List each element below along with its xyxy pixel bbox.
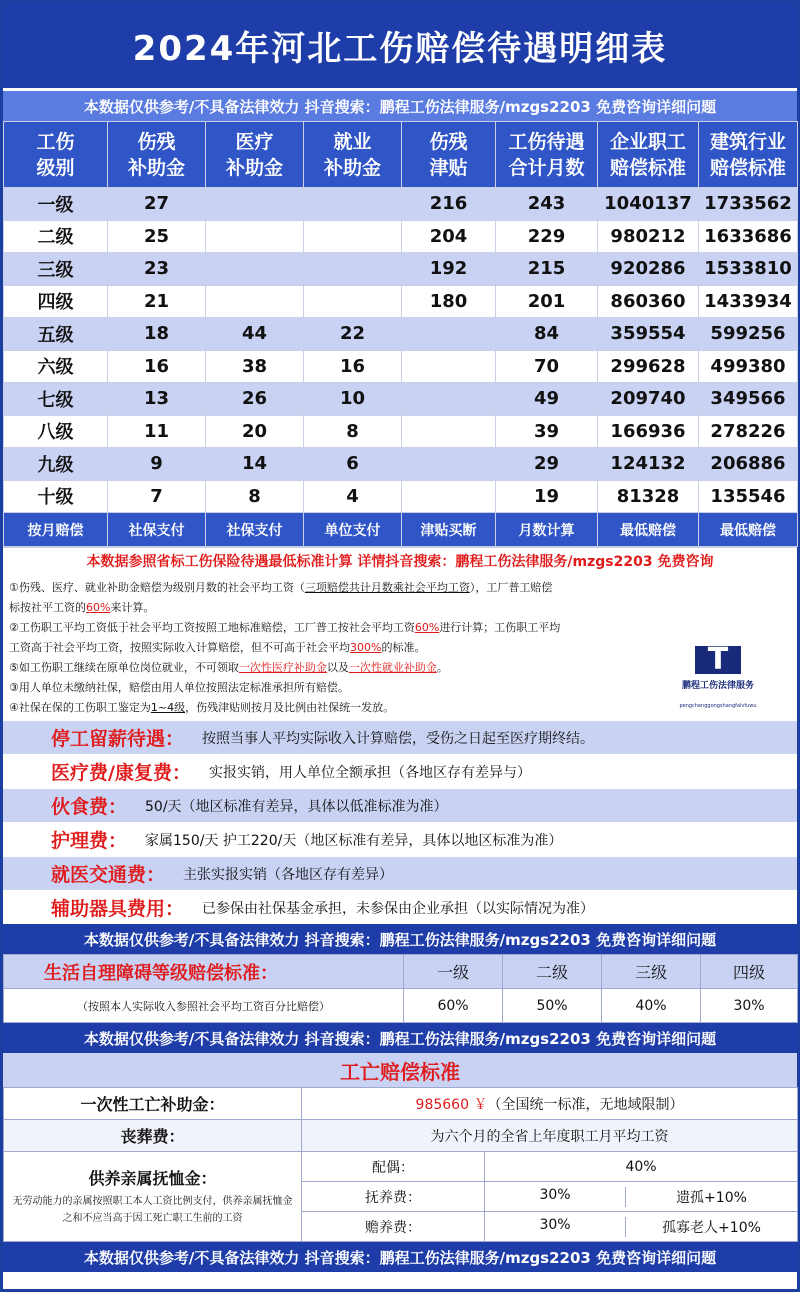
cell-employment-subsidy [304,285,402,318]
cell-total-months: 215 [496,253,598,286]
benefit-item [3,890,797,924]
table-row [4,318,798,351]
disclaimer-banner-top: 本数据仅供参考/不具备法律效力 抖音搜索：鹏程工伤法律服务/mzgs2203 免费咨询详细问题 [3,91,797,121]
benefit-items [3,720,797,924]
cell-medical-subsidy [206,220,304,253]
lump-sum-label: 一次性工亡补助金： [4,1088,302,1120]
cell-disability-allowance [402,448,496,481]
cell-enterprise-standard: 81328 [598,480,699,513]
cell-disability-subsidy: 23 [108,253,206,286]
cell-level: 三级 [4,253,108,286]
cell-medical-subsidy: 38 [206,350,304,383]
benefit-item-label: 就医交通费： [51,864,166,886]
cell-enterprise-standard: 920286 [598,253,699,286]
table-row [4,383,798,416]
self-care-title: 生活自理障碍等级赔偿标准： [4,955,404,989]
pension-label: 供养亲属抚恤金： [88,1169,217,1188]
cell-disability-allowance: 180 [402,285,496,318]
cell-total-months: 70 [496,350,598,383]
cell-total-months: 201 [496,285,598,318]
cell-enterprise-standard: 299628 [598,350,699,383]
self-care-header-row [4,955,798,989]
page-title: 2024年河北工伤赔偿待遇明细表 [3,3,797,91]
self-care-table [3,954,798,1023]
orphan-label: 遗孤+10% [625,1187,797,1207]
cell-medical-subsidy: 8 [206,480,304,513]
self-care-value-2: 50% [503,989,602,1023]
benefit-item [3,754,797,788]
cell-enterprise-standard: 1040137 [598,188,699,221]
header-enterprise-standard: 企业职工 赔偿标准 [598,122,699,188]
table-row [4,415,798,448]
cell-construction-standard: 1733562 [699,188,798,221]
notes-section [3,574,797,720]
support-value: 30% [539,1216,571,1233]
disclaimer-banner-lower: 本数据仅供参考/不具备法律效力 抖音搜索：鹏程工伤法律服务/mzgs2203 免费咨询详细问题 [3,1023,797,1053]
table-row [4,480,798,513]
cell-level: 十级 [4,480,108,513]
raise-value: 30% [539,1186,571,1203]
header-disability-subsidy: 伤残 补助金 [108,122,206,188]
cell-total-months: 29 [496,448,598,481]
support-label: 赡养费： [302,1212,485,1242]
self-care-level-3: 三级 [602,955,701,989]
self-care-level-2: 二级 [503,955,602,989]
cell-level: 六级 [4,350,108,383]
cell-disability-allowance [402,350,496,383]
benefit-item-text: 家属150/天 护工220/天（地区标准有差异，具体以地区标准为准） [145,832,563,849]
death-compensation-title: 工亡赔偿标准 [3,1053,797,1087]
cell-level: 二级 [4,220,108,253]
benefit-item [3,720,797,754]
footer-employment-subsidy: 单位支付 [304,513,402,547]
cell-enterprise-standard: 166936 [598,415,699,448]
benefit-item [3,822,797,856]
support-cell [485,1212,798,1242]
cell-medical-subsidy: 20 [206,415,304,448]
lump-sum-cell [302,1088,798,1120]
raise-cell [485,1182,798,1212]
header-level: 工伤 级别 [4,122,108,188]
footer-disability-allowance: 津贴买断 [402,513,496,547]
cell-medical-subsidy [206,188,304,221]
header-medical-subsidy: 医疗 补助金 [206,122,304,188]
funeral-label: 丧葬费： [4,1120,302,1152]
cell-disability-subsidy: 11 [108,415,206,448]
funeral-row [4,1120,798,1152]
cell-medical-subsidy [206,285,304,318]
benefit-item-label: 辅助器具费用： [51,898,185,920]
cell-disability-subsidy: 16 [108,350,206,383]
benefit-item-text: 已参保由社保基金承担，未参保由企业承担（以实际情况为准） [202,900,595,917]
note-2-cont: 工资高于社会平均工资，按照实际收入计算赔偿，但不可高于社会平均300%的标准。 [9,641,426,654]
cell-level: 九级 [4,448,108,481]
header-construction-standard: 建筑行业 赔偿标准 [699,122,798,188]
cell-disability-allowance [402,480,496,513]
death-compensation-table [3,1087,798,1242]
disclaimer-banner-mid: 本数据仅供参考/不具备法律效力 抖音搜索：鹏程工伤法律服务/mzgs2203 免费咨询详细问题 [3,924,797,954]
table-header-row [4,122,798,188]
cell-enterprise-standard: 124132 [598,448,699,481]
benefit-item-text: 按照当事人平均实际收入计算赔偿，受伤之日起至医疗期终结。 [202,730,595,747]
cell-disability-subsidy: 9 [108,448,206,481]
cell-enterprise-standard: 980212 [598,220,699,253]
cell-disability-subsidy: 27 [108,188,206,221]
cell-employment-subsidy: 8 [304,415,402,448]
logo-mark-icon: T [695,646,741,674]
table-row [4,350,798,383]
cell-employment-subsidy [304,220,402,253]
elder-label: 孤寡老人+10% [625,1217,797,1237]
cell-enterprise-standard: 860360 [598,285,699,318]
cell-total-months: 84 [496,318,598,351]
cell-enterprise-standard: 209740 [598,383,699,416]
cell-medical-subsidy: 26 [206,383,304,416]
funeral-value: 为六个月的全省上年度职工月平均工资 [302,1120,798,1152]
cell-employment-subsidy: 4 [304,480,402,513]
table-row [4,285,798,318]
table-row [4,220,798,253]
cell-disability-subsidy: 7 [108,480,206,513]
table-footer-row [4,513,798,547]
footer-enterprise-standard: 最低赔偿 [598,513,699,547]
benefit-item-text: 实报实销，用人单位全额承担（各地区存有差异与） [208,764,531,781]
cell-employment-subsidy: 10 [304,383,402,416]
cell-disability-subsidy: 25 [108,220,206,253]
footer-disability-subsidy: 社保支付 [108,513,206,547]
cell-medical-subsidy [206,253,304,286]
self-care-value-row [4,989,798,1023]
cell-level: 五级 [4,318,108,351]
cell-construction-standard: 1633686 [699,220,798,253]
benefit-item [3,856,797,890]
pension-cell [4,1152,302,1242]
cell-construction-standard: 206886 [699,448,798,481]
cell-disability-allowance: 192 [402,253,496,286]
pension-note: 无劳动能力的亲属按照职工本人工资比例支付，供养亲属抚恤金之和不应当高于因工死亡职工生前的工资 [12,1196,293,1224]
cell-construction-standard: 278226 [699,415,798,448]
benefit-item-label: 医疗费/康复费： [51,762,191,784]
spouse-value: 40% [485,1152,798,1182]
cell-total-months: 49 [496,383,598,416]
note-4: ③用人单位未缴纳社保，赔偿由用人单位按照法定标准承担所有赔偿。 [9,681,349,694]
cell-disability-subsidy: 18 [108,318,206,351]
lump-sum-row [4,1088,798,1120]
cell-disability-subsidy: 13 [108,383,206,416]
benefit-item-text: 50/天（地区标准有差异，具体以低准标准为准） [145,798,448,815]
self-care-note: （按照本人实际收入参照社会平均工资百分比赔偿） [4,989,404,1023]
disclaimer-banner-bottom: 本数据仅供参考/不具备法律效力 抖音搜索：鹏程工伤法律服务/mzgs2203 免费咨询详细问题 [3,1242,797,1272]
self-care-value-3: 40% [602,989,701,1023]
note-1-cont: 标按社平工资的60%来计算。 [9,601,155,614]
benefit-item-label: 停工留薪待遇： [51,728,185,750]
footer-construction-standard: 最低赔偿 [699,513,798,547]
cell-disability-subsidy: 21 [108,285,206,318]
brand-logo [679,642,757,716]
cell-total-months: 39 [496,415,598,448]
cell-employment-subsidy [304,188,402,221]
self-care-value-4: 30% [701,989,798,1023]
note-1: ①伤残、医疗、就业补助金赔偿为级别月数的社会平均工资（三项赔偿共计月数乘社会平均工资），工厂普工赔偿 [9,581,553,594]
raise-label: 抚养费： [302,1182,485,1212]
note-5: ④社保在保的工伤职工鉴定为1~4级，伤残津贴则按月及比例由社保统一发放。 [9,701,395,714]
table-row [4,253,798,286]
cell-level: 七级 [4,383,108,416]
cell-medical-subsidy: 14 [206,448,304,481]
benefit-item [3,788,797,822]
cell-level: 一级 [4,188,108,221]
cell-total-months: 19 [496,480,598,513]
cell-disability-allowance [402,383,496,416]
standard-note-banner: 本数据参照省标工伤保险待遇最低标准计算 详情抖音搜索：鹏程工伤法律服务/mzgs2203 免费咨询 [3,547,797,574]
cell-level: 八级 [4,415,108,448]
cell-employment-subsidy: 6 [304,448,402,481]
footer-medical-subsidy: 社保支付 [206,513,304,547]
self-care-level-1: 一级 [404,955,503,989]
cell-total-months: 229 [496,220,598,253]
cell-disability-allowance [402,318,496,351]
self-care-level-4: 四级 [701,955,798,989]
footer-total-months: 月数计算 [496,513,598,547]
cell-disability-allowance [402,415,496,448]
cell-level: 四级 [4,285,108,318]
cell-employment-subsidy: 22 [304,318,402,351]
compensation-table [3,121,798,547]
spouse-label: 配偶： [302,1152,485,1182]
cell-construction-standard: 1433934 [699,285,798,318]
logo-name: 鹏程工伤法律服务 [681,681,754,691]
cell-disability-allowance: 204 [402,220,496,253]
logo-subtitle: pengchenggongshangfalvfuwu [679,703,757,709]
table-row [4,448,798,481]
footer-level: 按月赔偿 [4,513,108,547]
cell-enterprise-standard: 359554 [598,318,699,351]
cell-construction-standard: 1533810 [699,253,798,286]
benefit-item-text: 主张实报实销（各地区存有差异） [183,866,394,883]
cell-employment-subsidy: 16 [304,350,402,383]
lump-sum-value: 985660 ￥ [415,1096,488,1113]
cell-construction-standard: 349566 [699,383,798,416]
cell-medical-subsidy: 44 [206,318,304,351]
cell-disability-allowance: 216 [402,188,496,221]
header-disability-allowance: 伤残 津贴 [402,122,496,188]
self-care-value-1: 60% [404,989,503,1023]
benefit-item-label: 护理费： [51,830,128,852]
note-2: ②工伤职工平均工资低于社会平均工资按照工地标准赔偿，工厂普工按社会平均工资60%进行计算；工伤职工平均 [9,621,561,634]
header-employment-subsidy: 就业 补助金 [304,122,402,188]
cell-employment-subsidy [304,253,402,286]
cell-total-months: 243 [496,188,598,221]
spouse-row [4,1152,798,1182]
note-3: ⑤如工伤职工继续在原单位岗位就业，不可领取一次性医疗补助金以及一次性就业补助金。 [9,661,448,674]
table-row [4,188,798,221]
benefit-item-label: 伙食费： [51,796,128,818]
lump-sum-note: （全国统一标准，无地域限制） [487,1096,684,1113]
cell-construction-standard: 599256 [699,318,798,351]
header-total-months: 工伤待遇 合计月数 [496,122,598,188]
cell-construction-standard: 499380 [699,350,798,383]
cell-construction-standard: 135546 [699,480,798,513]
